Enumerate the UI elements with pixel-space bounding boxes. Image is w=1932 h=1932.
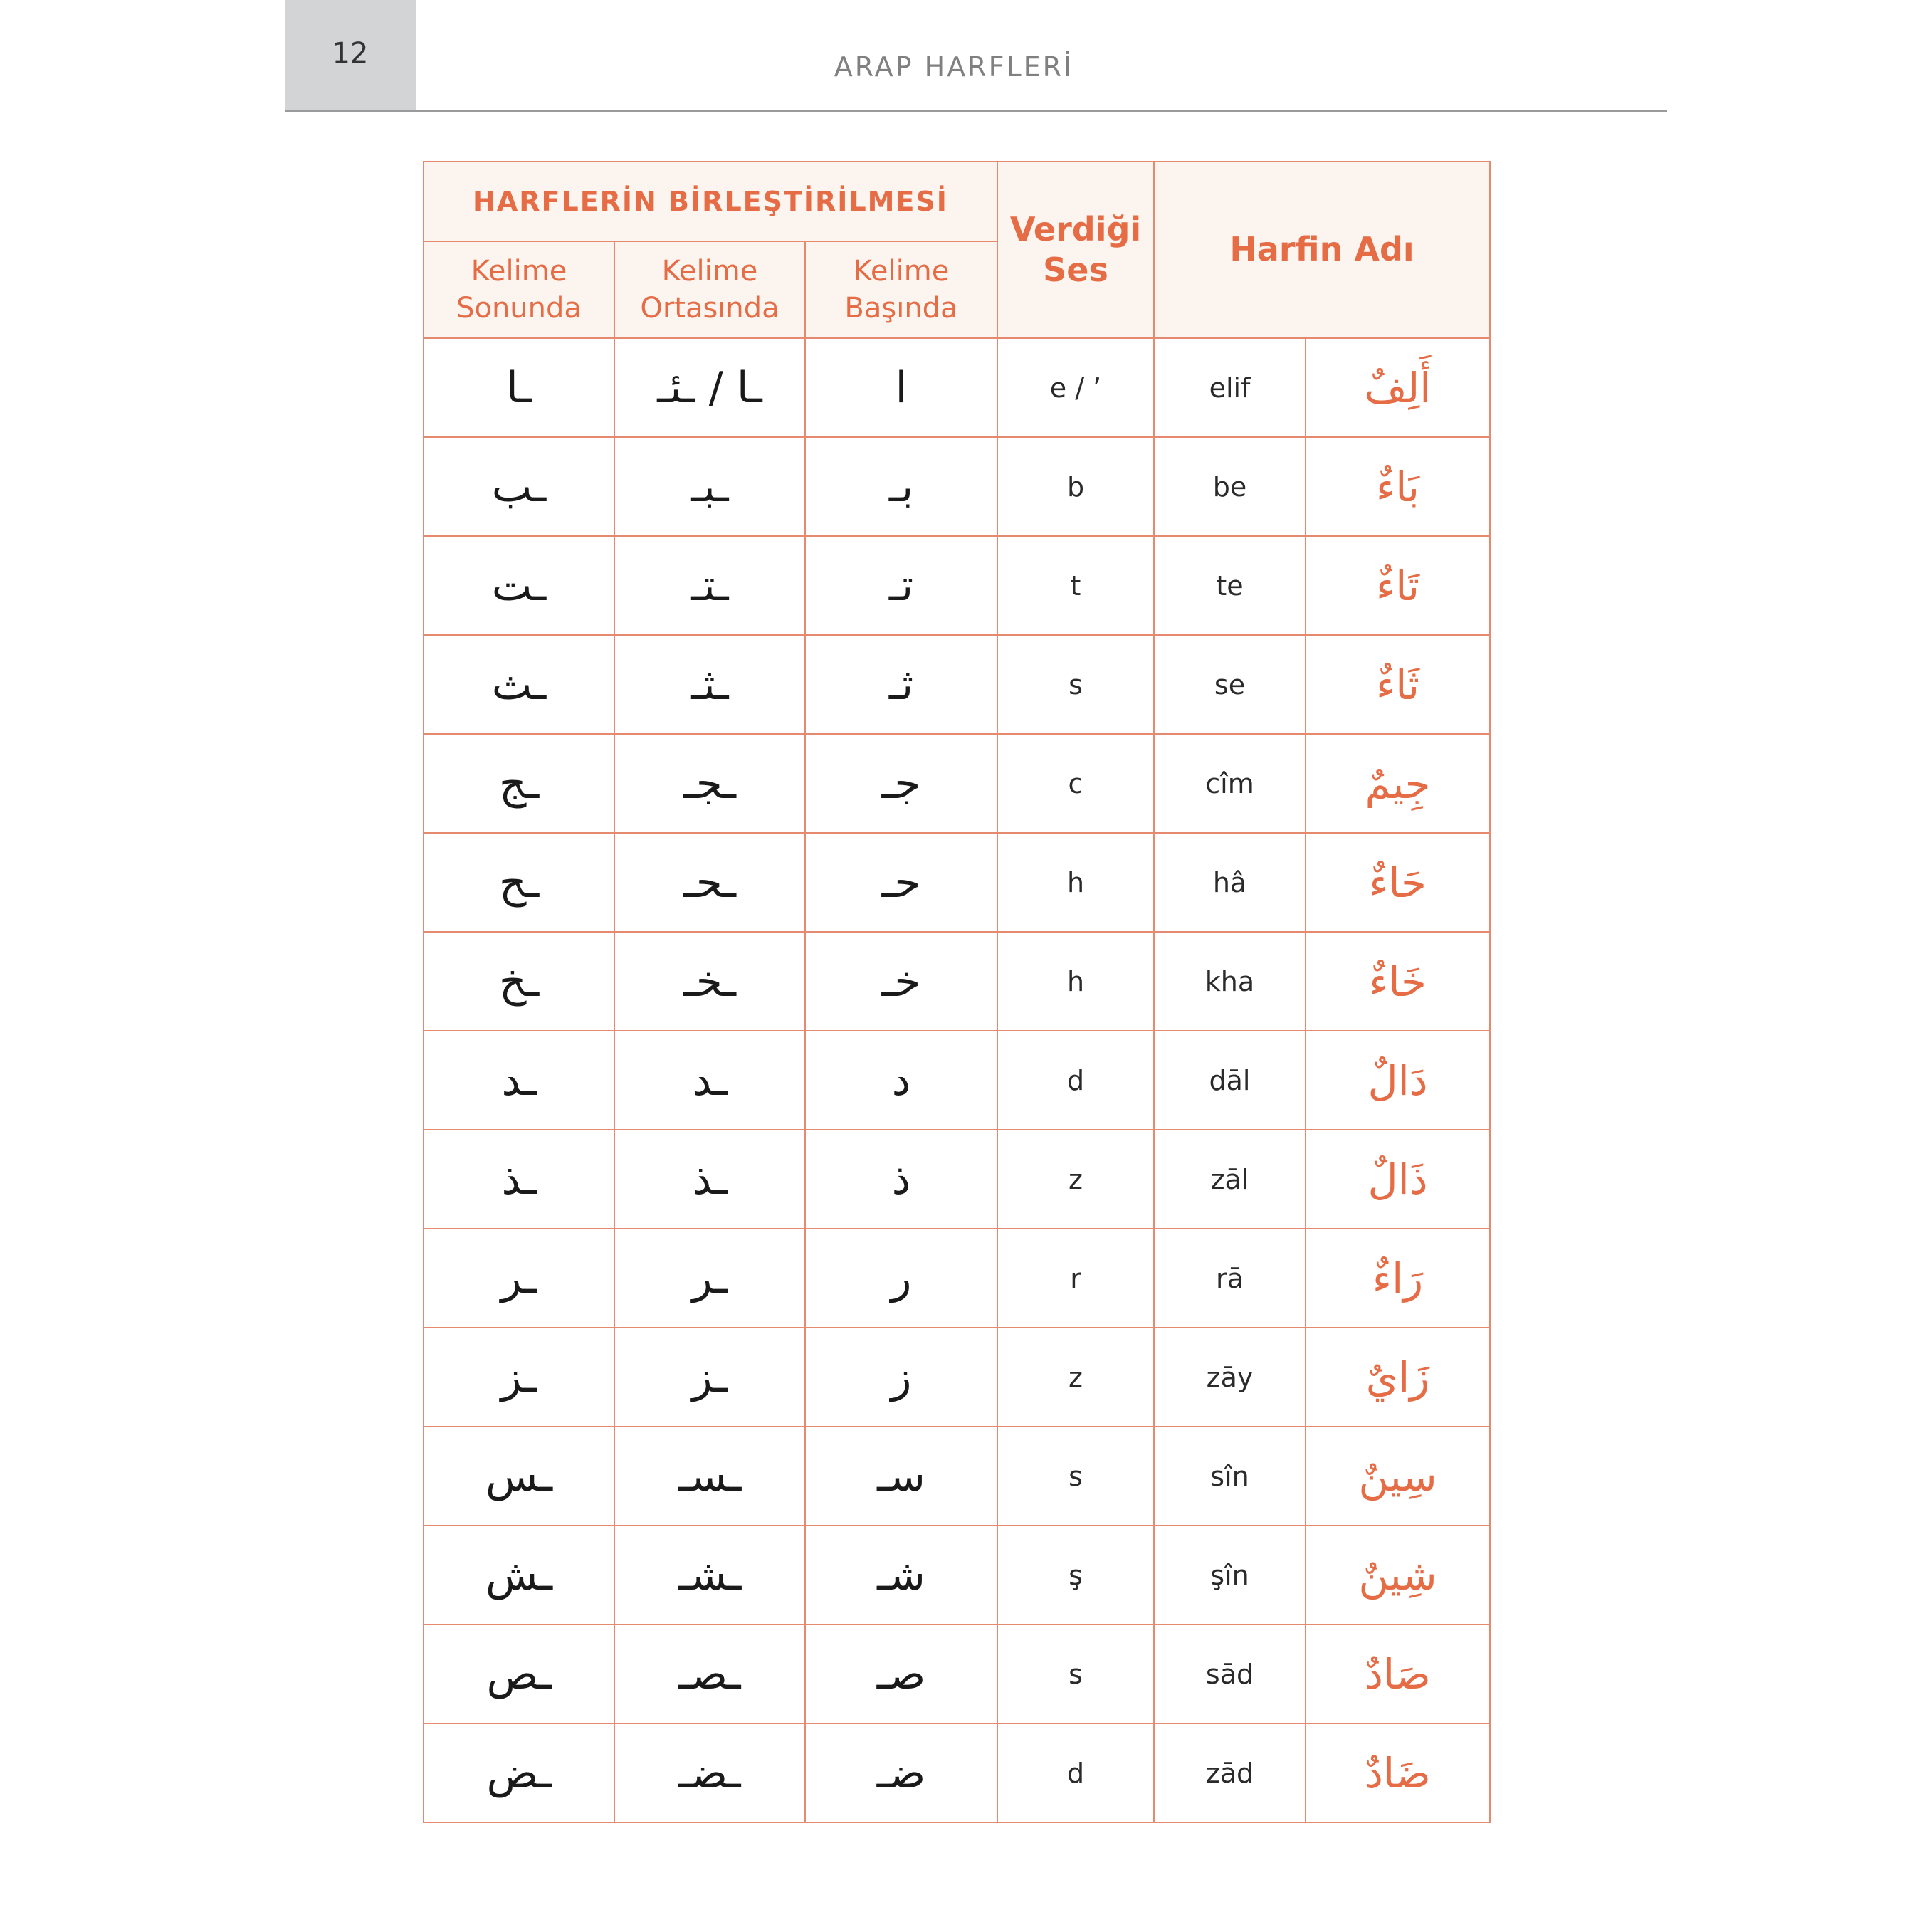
word-end-form: ـث (424, 635, 614, 734)
table-row (424, 932, 1490, 1031)
table-row (424, 833, 1490, 932)
letter-name-arabic: جِيمٌ (1306, 734, 1490, 833)
sound-header-line-1: Verdiği (1009, 209, 1142, 248)
letter-rows (424, 338, 1490, 1822)
letter-name-arabic: صَادٌ (1306, 1624, 1490, 1723)
word-start-header (805, 241, 997, 338)
sound-value: s (997, 1427, 1154, 1526)
table-row (424, 437, 1490, 536)
letter-name-arabic: أَلِفٌ (1306, 338, 1490, 437)
table-row (424, 536, 1490, 635)
page-number-tab (285, 0, 416, 110)
word-start-form: ضـ (805, 1723, 997, 1822)
word-end-form: ـص (424, 1624, 614, 1723)
word-end-form: ـد (424, 1031, 614, 1130)
letter-name-arabic: تَاءٌ (1306, 536, 1490, 635)
word-end-form: ـح (424, 833, 614, 932)
running-title: ARAP HARFLERİ (834, 51, 1074, 83)
letter-name-latin: hâ (1154, 833, 1306, 932)
sound-value: ş (997, 1526, 1154, 1624)
letter-name-latin: dāl (1154, 1031, 1306, 1130)
letter-name-arabic: ذَالٌ (1306, 1130, 1490, 1229)
word-end-form: ـب (424, 437, 614, 536)
word-start-header-line-2: Başında (844, 292, 958, 325)
combining-letters-header: HARFLERİN BİRLEŞTİRİLMESİ (424, 162, 997, 241)
sound-value: h (997, 833, 1154, 932)
word-start-form: ر (805, 1229, 997, 1328)
word-middle-form: ـجـ (614, 734, 805, 833)
letter-name-arabic: رَاءٌ (1306, 1229, 1490, 1328)
sound-value: b (997, 437, 1154, 536)
word-end-header-line-1: Kelime (471, 255, 567, 288)
letter-name-latin: elif (1154, 338, 1306, 437)
sound-header-line-2: Ses (1043, 251, 1108, 289)
word-start-form: ا (805, 338, 997, 437)
letter-name-arabic: بَاءٌ (1306, 437, 1490, 536)
word-start-form: سـ (805, 1427, 997, 1526)
word-end-form: ـش (424, 1526, 614, 1624)
letter-name-arabic: زَايٌ (1306, 1328, 1490, 1427)
word-middle-form: ـز (614, 1328, 805, 1427)
word-start-form: صـ (805, 1624, 997, 1723)
word-middle-form: ـضـ (614, 1723, 805, 1822)
letter-name-arabic: ثَاءٌ (1306, 635, 1490, 734)
word-middle-form: ـبـ (614, 437, 805, 536)
word-start-form: تـ (805, 536, 997, 635)
word-end-form: ـس (424, 1427, 614, 1526)
word-end-form: ـا (424, 338, 614, 437)
header-rule (285, 110, 1667, 112)
word-middle-form: ـر (614, 1229, 805, 1328)
word-end-form: ـخ (424, 932, 614, 1031)
word-middle-header-line-1: Kelime (661, 255, 758, 288)
word-start-form: ز (805, 1328, 997, 1427)
letter-name-arabic: خَاءٌ (1306, 932, 1490, 1031)
arabic-letters-table (423, 161, 1491, 1823)
sound-value: t (997, 536, 1154, 635)
word-middle-form: ـشـ (614, 1526, 805, 1624)
letter-name-arabic: دَالٌ (1306, 1031, 1490, 1130)
table-row (424, 1328, 1490, 1427)
letter-name-latin: zāy (1154, 1328, 1306, 1427)
table-row (424, 1229, 1490, 1328)
word-end-header (424, 241, 614, 338)
sound-value: s (997, 1624, 1154, 1723)
letter-name-latin: te (1154, 536, 1306, 635)
word-middle-header (614, 241, 805, 338)
letter-name-latin: cîm (1154, 734, 1306, 833)
letter-name-arabic: ضَادٌ (1306, 1723, 1490, 1822)
word-end-form: ـج (424, 734, 614, 833)
word-start-form: ثـ (805, 635, 997, 734)
table-row (424, 1130, 1490, 1229)
letter-name-latin: kha (1154, 932, 1306, 1031)
word-middle-form: ـصـ (614, 1624, 805, 1723)
word-start-header-line-1: Kelime (853, 255, 950, 288)
word-middle-form: ـذ (614, 1130, 805, 1229)
sound-value: d (997, 1031, 1154, 1130)
word-start-form: د (805, 1031, 997, 1130)
word-end-form: ـر (424, 1229, 614, 1328)
sound-value: z (997, 1328, 1154, 1427)
letter-name-header: Harfin Adı (1154, 162, 1490, 338)
word-start-form: شـ (805, 1526, 997, 1624)
word-start-form: حـ (805, 833, 997, 932)
letter-name-latin: se (1154, 635, 1306, 734)
word-middle-form: ـحـ (614, 833, 805, 932)
sound-value: d (997, 1723, 1154, 1822)
word-middle-form: ـد (614, 1031, 805, 1130)
sound-value: s (997, 635, 1154, 734)
table-row (424, 734, 1490, 833)
table-row (424, 635, 1490, 734)
page-number: 12 (332, 37, 369, 70)
word-end-form: ـض (424, 1723, 614, 1822)
word-end-form: ـز (424, 1328, 614, 1427)
letter-name-latin: sîn (1154, 1427, 1306, 1526)
word-middle-form: ـثـ (614, 635, 805, 734)
sound-value: c (997, 734, 1154, 833)
letter-name-latin: şîn (1154, 1526, 1306, 1624)
word-end-form: ـت (424, 536, 614, 635)
table-row (424, 1624, 1490, 1723)
table-row (424, 1427, 1490, 1526)
word-start-form: بـ (805, 437, 997, 536)
table-row (424, 1723, 1490, 1822)
letter-name-latin: sād (1154, 1624, 1306, 1723)
letter-name-latin: zāl (1154, 1130, 1306, 1229)
word-middle-form: ـا / ـئـ (614, 338, 805, 437)
word-middle-header-line-2: Ortasında (640, 292, 779, 325)
word-start-form: جـ (805, 734, 997, 833)
word-middle-form: ـخـ (614, 932, 805, 1031)
table-row (424, 1526, 1490, 1624)
sound-value: h (997, 932, 1154, 1031)
sound-value: r (997, 1229, 1154, 1328)
word-end-header-line-2: Sonunda (456, 292, 582, 325)
word-middle-form: ـسـ (614, 1427, 805, 1526)
table-row (424, 1031, 1490, 1130)
letter-name-latin: be (1154, 437, 1306, 536)
sound-header (997, 162, 1154, 338)
letter-name-arabic: حَاءٌ (1306, 833, 1490, 932)
table-row (424, 338, 1490, 437)
letter-name-arabic: سِينٌ (1306, 1427, 1490, 1526)
word-middle-form: ـتـ (614, 536, 805, 635)
letter-name-arabic: شِينٌ (1306, 1526, 1490, 1624)
word-end-form: ـذ (424, 1130, 614, 1229)
sound-value: z (997, 1130, 1154, 1229)
word-start-form: ذ (805, 1130, 997, 1229)
letter-name-latin: rā (1154, 1229, 1306, 1328)
letter-name-latin: zād (1154, 1723, 1306, 1822)
sound-value: e / ʼ (997, 338, 1154, 437)
word-start-form: خـ (805, 932, 997, 1031)
